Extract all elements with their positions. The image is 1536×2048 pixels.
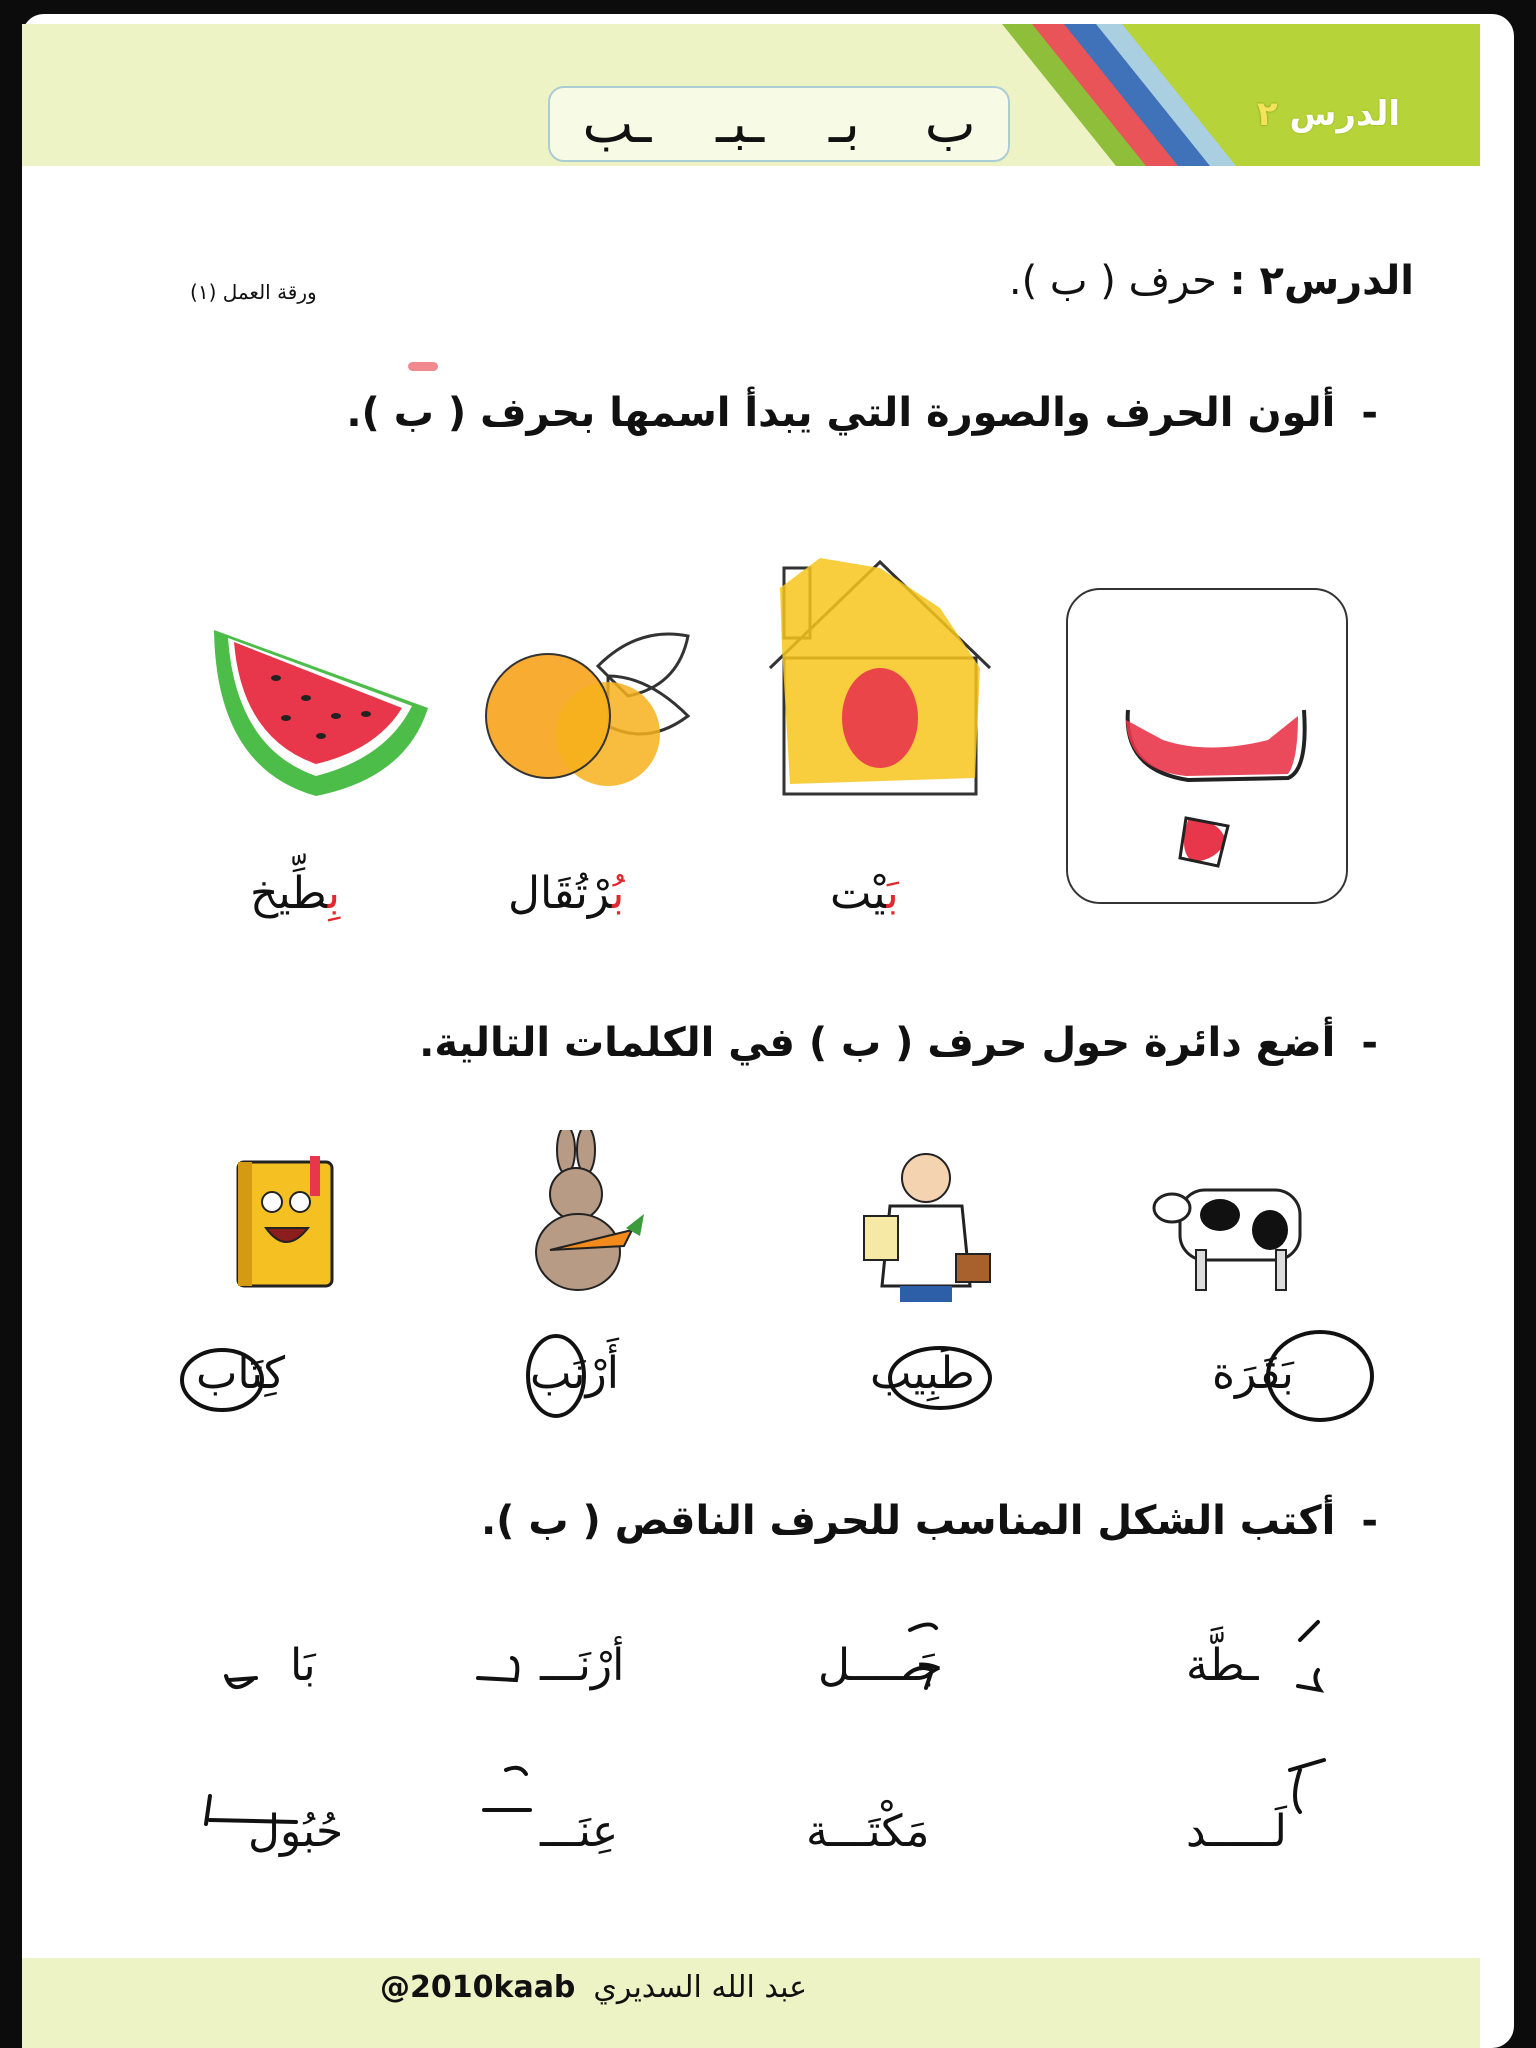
word-tabib: طَبِيب [870, 1348, 975, 1399]
book-icon [230, 1152, 340, 1292]
credit-line [380, 1970, 807, 2005]
rabbit-icon [520, 1130, 650, 1300]
orange-icon [478, 616, 708, 796]
letter-form-3: ـبـ [716, 92, 765, 155]
credit-author: عبد الله السديري [593, 1970, 808, 2005]
letter-forms-box [548, 86, 1010, 162]
lesson-number: ٢ [1256, 94, 1278, 134]
word-arnab: أَرْنَب [530, 1348, 619, 1399]
letter-form-1: ب [924, 92, 976, 155]
title-topic: حرف ( ب ). [1008, 258, 1217, 304]
word-battikh: بِطِّيخ [250, 868, 341, 919]
title-lesson: الدرس٢ : [1229, 258, 1414, 304]
instruction-color: -ألون الحرف والصورة التي يبدأ اسمها بحرف ( ب ). [346, 390, 1378, 436]
word-kitab: كِتَاب [196, 1348, 286, 1399]
credit-handle: @2010kaab [380, 1970, 576, 2005]
instruction-write: -أكتب الشكل المناسب للحرف الناقص ( ب ). [480, 1498, 1378, 1544]
fill-word-5: لَـــــد [1186, 1806, 1287, 1857]
instruction-circle: -أضع دائرة حول حرف ( ب ) في الكلمات التالية. [419, 1020, 1378, 1066]
fill-word-3: أرْنَـــ [540, 1640, 625, 1691]
fill-word-4: بَا [290, 1640, 316, 1691]
pink-mark [408, 362, 438, 371]
cow-icon [1150, 1170, 1320, 1300]
fill-word-2: جَـــــل [818, 1640, 943, 1691]
lesson-tag [1257, 94, 1400, 134]
word-baqara: بَقَرَة [1212, 1348, 1294, 1399]
instruction-write-text: أكتب الشكل المناسب للحرف الناقص ( ب ). [480, 1498, 1336, 1544]
handwritten-circles [0, 1320, 1536, 1450]
doctor-icon [860, 1146, 1000, 1306]
fill-word-1: ـطَّة [1186, 1640, 1259, 1691]
word-bayt: بَيْت [830, 868, 899, 919]
worksheet-number: ورقة العمل (١) [190, 280, 317, 304]
house-icon [760, 548, 1000, 798]
word-burtuqal: بُرْتُقَال [508, 868, 625, 919]
header-banner [22, 24, 1480, 166]
fill-word-6: مَكْتَـــة [806, 1806, 930, 1857]
letter-form-2: بـ [828, 92, 860, 155]
fill-word-8: حُبُول [248, 1806, 344, 1857]
fill-word-7: عِنَـــ [540, 1806, 619, 1857]
letter-card [1066, 588, 1348, 904]
page-title [1009, 258, 1414, 304]
instruction-color-text: ألون الحرف والصورة التي يبدأ اسمها بحرف ( ب ). [346, 390, 1336, 436]
watermelon-icon [206, 618, 438, 808]
letter-form-4: ـب [582, 92, 652, 155]
lesson-label: الدرس [1289, 94, 1400, 134]
handwritten-strokes [0, 1600, 1536, 1900]
instruction-circle-text: أضع دائرة حول حرف ( ب ) في الكلمات التالية. [419, 1020, 1336, 1066]
letter-ba-drawing [1068, 590, 1346, 902]
